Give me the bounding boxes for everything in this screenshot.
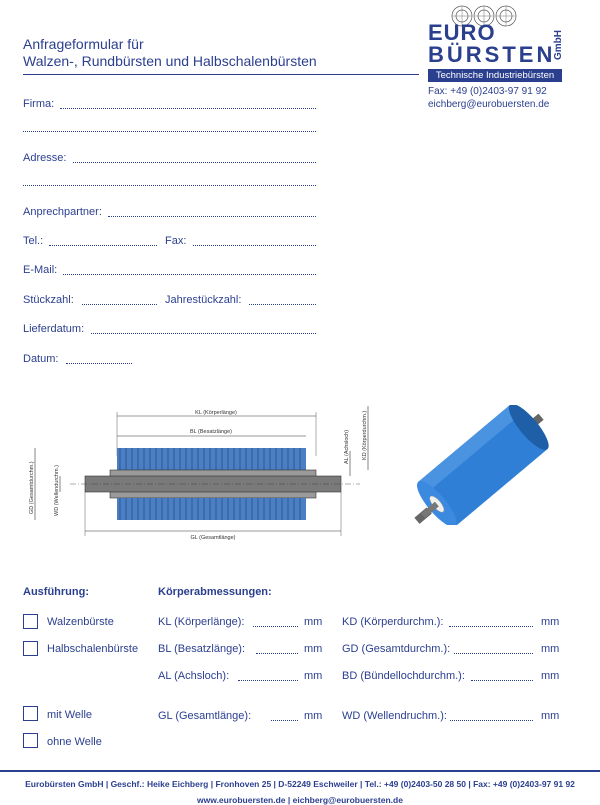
mit-welle-label: mit Welle	[47, 709, 93, 721]
gd-field[interactable]	[454, 653, 533, 654]
roller-technical-drawing	[20, 396, 390, 546]
footer-web[interactable]: www.eurobuersten.de | eichberg@eurobuersten.de	[197, 795, 403, 805]
ausfuehrung-heading: Ausführung:	[23, 586, 89, 598]
gd-field-label: GD (Gesamtdurchm.):	[342, 643, 451, 655]
tel-field[interactable]	[49, 245, 157, 246]
footer-rule	[0, 770, 600, 772]
bd-field[interactable]	[471, 680, 533, 681]
jahresstueckzahl-label: Jahrestückzahl:	[165, 294, 242, 306]
kd-unit: mm	[541, 616, 560, 628]
firma-label: Firma:	[23, 98, 55, 110]
al-unit: mm	[304, 670, 323, 682]
adresse-label: Adresse:	[23, 152, 67, 164]
logo-buersten-text: BÜRSTEN	[428, 42, 556, 67]
adresse-field[interactable]	[73, 162, 316, 163]
ohne-welle-checkbox[interactable]	[23, 733, 38, 748]
gl-label: GL (Gesamtlänge)	[190, 535, 236, 541]
logo-gmbh-text: GmbH	[553, 30, 564, 60]
mit-welle-checkbox[interactable]	[23, 706, 38, 721]
kl-label: KL (Körperlänge)	[195, 410, 237, 416]
logo-euro-text: EURO	[428, 20, 496, 45]
bl-unit: mm	[304, 643, 323, 655]
gl-field-label: GL (Gesamtlänge):	[158, 710, 252, 722]
kd-label: KD (Körperdurchm.)	[362, 410, 368, 460]
gd-unit: mm	[541, 643, 560, 655]
datum-field[interactable]	[66, 363, 132, 364]
ohne-welle-label: ohne Welle	[47, 736, 102, 748]
gl-field[interactable]	[271, 720, 298, 721]
bd-unit: mm	[541, 670, 560, 682]
wd-field[interactable]	[450, 720, 533, 721]
al-label: AL (Achsloch)	[344, 429, 350, 464]
bl-label: BL (Besatzlänge)	[190, 429, 232, 435]
walzenbuerste-label: Walzenbürste	[47, 616, 114, 628]
bl-field-label: BL (Besatzlänge):	[158, 643, 246, 655]
firma-field[interactable]	[60, 108, 316, 109]
tel-label: Tel.:	[23, 235, 44, 247]
adresse-field-line2[interactable]	[23, 185, 316, 186]
form-title-line2: Walzen-, Rundbürsten und Halbschalenbürsten	[23, 53, 317, 69]
gl-unit: mm	[304, 710, 323, 722]
header-rule	[23, 74, 419, 75]
fax-field[interactable]	[193, 245, 316, 246]
fax-label: Fax:	[165, 235, 187, 247]
kd-field-label: KD (Körperdurchm.):	[342, 616, 444, 628]
ansprechpartner-field[interactable]	[108, 216, 316, 217]
gd-label: GD (Gesamtdurchm.)	[29, 461, 35, 514]
bl-field[interactable]	[256, 653, 298, 654]
halbschalenbuerste-label: Halbschalenbürste	[47, 643, 139, 655]
wd-label: WD (Wellendurchm.)	[54, 465, 60, 516]
bd-field-label: BD (Bündellochdurchm.):	[342, 670, 465, 682]
email-label: E-Mail:	[23, 264, 58, 276]
wd-unit: mm	[541, 710, 560, 722]
datum-label: Datum:	[23, 353, 59, 365]
stueckzahl-label: Stückzahl:	[23, 294, 74, 306]
al-field[interactable]	[238, 680, 298, 681]
koerper-heading: Körperabmessungen:	[158, 586, 272, 598]
form-title-line1: Anfrageformular für	[23, 36, 144, 52]
walzenbuerste-checkbox[interactable]	[23, 614, 38, 629]
roller-3d-image	[395, 405, 575, 525]
email-field[interactable]	[63, 274, 316, 275]
ansprechpartner-label: Anprechpartner:	[23, 206, 102, 218]
kd-field[interactable]	[449, 626, 533, 627]
contact-email[interactable]: eichberg@eurobuersten.de	[428, 99, 550, 110]
al-field-label: AL (Achsloch):	[158, 670, 230, 682]
kl-field[interactable]	[253, 626, 298, 627]
logo-tagline: Technische Industriebürsten	[428, 69, 562, 82]
kl-unit: mm	[304, 616, 323, 628]
firma-field-line2[interactable]	[23, 131, 316, 132]
stueckzahl-field[interactable]	[82, 304, 157, 305]
lieferdatum-field[interactable]	[91, 333, 316, 334]
wd-field-label: WD (Wellendruchm.):	[342, 710, 447, 722]
kl-field-label: KL (Körperlänge):	[158, 616, 245, 628]
contact-fax: Fax: +49 (0)2403-97 91 92	[428, 86, 547, 97]
bristles-top	[117, 448, 306, 470]
jahresstueckzahl-field[interactable]	[249, 304, 316, 305]
halbschalenbuerste-checkbox[interactable]	[23, 641, 38, 656]
bristles-bottom	[117, 498, 306, 520]
lieferdatum-label: Lieferdatum:	[23, 323, 85, 335]
footer-address: Eurobürsten GmbH | Geschf.: Heike Eichberg | Fronhoven 25 | D-52249 Eschweiler | Tel.: +49 (0)2403-50 28 50 | Fax: +49 (0)2403-97 91 92	[25, 779, 575, 789]
